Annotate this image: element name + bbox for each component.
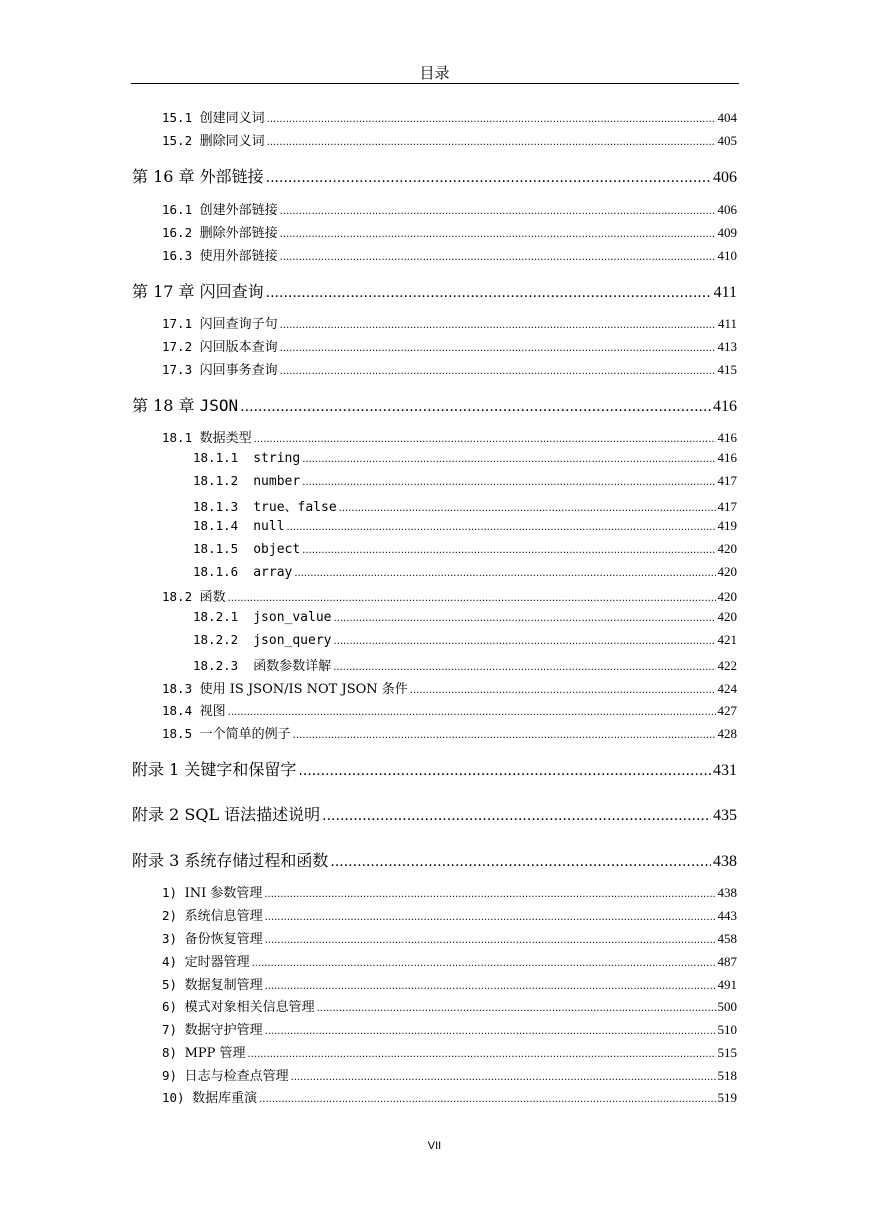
toc-section-entry[interactable] (162, 905, 737, 924)
toc-entry-title: 创建外部链接 (199, 203, 278, 218)
toc-entry-title: json_value (253, 610, 332, 625)
toc-section-entry[interactable] (162, 1042, 737, 1061)
toc-entry-title: 数据守护管理 (184, 1023, 263, 1038)
toc-entry-number: 18.1.1 (193, 450, 254, 465)
toc-chapter-entry[interactable] (132, 848, 737, 871)
toc-entry-page: 416 (717, 450, 737, 465)
toc-entry-title: array (253, 565, 293, 580)
dot-leader (265, 935, 716, 946)
dot-leader (280, 229, 716, 240)
dot-leader (302, 545, 715, 556)
toc-entry-label (162, 996, 315, 1015)
toc-entry-page: 416 (713, 398, 737, 415)
toc-entry-number: 第 18 章 (132, 396, 200, 415)
toc-entry-number: 4) (162, 954, 185, 969)
toc-entry-number: 18.5 (162, 726, 200, 741)
toc-entry-label (162, 928, 263, 947)
dot-leader (265, 1026, 716, 1037)
toc-entry-label (162, 678, 408, 697)
toc-entry-page: 420 (717, 564, 737, 579)
dot-leader (333, 662, 715, 673)
dot-leader (330, 854, 711, 870)
dot-leader (280, 320, 716, 331)
toc-entry-label (193, 518, 285, 534)
dot-leader (410, 685, 716, 696)
toc-entry-page: 518 (717, 1068, 737, 1083)
toc-section-entry[interactable] (193, 655, 737, 674)
toc-entry-number: 16.3 (162, 248, 200, 263)
dot-leader (267, 114, 716, 125)
toc-section-entry[interactable] (162, 928, 737, 947)
toc-section-entry[interactable] (162, 678, 737, 697)
dot-leader (265, 912, 716, 923)
dot-leader (228, 593, 716, 604)
toc-entry-number: 10) (162, 1090, 193, 1105)
dot-leader (267, 137, 716, 148)
dot-leader (266, 170, 711, 186)
toc-entry-page: 409 (717, 225, 737, 240)
dot-leader (334, 636, 716, 647)
toc-chapter-entry[interactable] (132, 164, 737, 187)
toc-entry-label (193, 496, 337, 515)
toc-entry-page: 428 (717, 726, 737, 741)
toc-entry-page: 404 (717, 110, 737, 125)
toc-entry-label (162, 107, 265, 126)
toc-entry-page: 420 (717, 609, 737, 624)
toc-entry-title: string (253, 451, 301, 466)
dot-leader (334, 613, 716, 624)
toc-entry-page: 438 (717, 885, 737, 900)
toc-section-entry[interactable] (193, 564, 737, 580)
toc-entry-title: 删除外部链接 (199, 226, 278, 241)
toc-entry-title: json_query (253, 633, 332, 648)
toc-entry-page: 500 (717, 999, 737, 1014)
toc-section-entry[interactable] (193, 609, 737, 625)
toc-entry-number: 17.3 (162, 362, 200, 377)
toc-entry-number: 7) (162, 1022, 185, 1037)
toc-entry-label (132, 164, 264, 187)
toc-entry-label (193, 632, 332, 648)
toc-entry-number: 3) (162, 931, 185, 946)
toc-section-entry[interactable] (193, 632, 737, 648)
toc-entry-title: 系统存储过程和函数 (184, 851, 329, 870)
toc-entry-page: 405 (717, 133, 737, 148)
dot-leader (294, 568, 715, 579)
toc-entry-title: 使用 IS JSON/IS NOT JSON 条件 (199, 682, 408, 697)
toc-entry-label (162, 905, 263, 924)
toc-entry-number: 9) (162, 1068, 185, 1083)
toc-section-entry[interactable] (162, 974, 737, 993)
toc-entry-label (193, 564, 292, 580)
toc-section-entry[interactable] (193, 473, 737, 489)
toc-section-entry[interactable] (162, 199, 737, 218)
toc-entry-title: 视图 (199, 704, 226, 719)
dot-leader (252, 958, 716, 969)
dot-leader (280, 252, 716, 263)
toc-entry-number: 18.1.5 (193, 541, 254, 556)
toc-entry-page: 443 (717, 908, 737, 923)
toc-chapter-entry[interactable] (132, 757, 737, 780)
toc-section-entry[interactable] (193, 450, 737, 466)
toc-entry-title: 闪回查询子句 (199, 317, 278, 332)
toc-entry-label (193, 609, 332, 625)
toc-entry-label (162, 245, 278, 264)
toc-entry-label (162, 586, 226, 605)
toc-entry-page: 487 (717, 954, 737, 969)
dot-leader (259, 1094, 715, 1105)
toc-entry-page: 411 (717, 316, 737, 331)
toc-entry-page: 422 (717, 658, 737, 673)
toc-entry-number: 5) (162, 977, 185, 992)
toc-entry-label (132, 848, 328, 871)
dot-leader (254, 434, 716, 445)
toc-entry-page: 515 (717, 1045, 737, 1060)
toc-entry-number: 附录 1 (132, 760, 185, 779)
toc-entry-title: 数据库重演 (192, 1091, 258, 1106)
toc-entry-number: 2) (162, 908, 185, 923)
dot-leader (317, 1003, 716, 1014)
toc-entry-label (193, 473, 300, 489)
toc-entry-page: 417 (717, 499, 737, 514)
toc-entry-label (162, 1042, 246, 1061)
toc-entry-title: 闪回版本查询 (199, 340, 278, 355)
toc-section-entry[interactable] (162, 222, 737, 241)
toc-entry-number: 附录 2 (132, 805, 185, 824)
toc-entry-page: 411 (713, 284, 737, 301)
toc-entry-title: 外部链接 (199, 167, 264, 186)
toc-section-entry[interactable] (162, 313, 737, 332)
toc-entry-title: 函数 (199, 590, 226, 605)
dot-leader (339, 503, 716, 514)
toc-entry-label (162, 1087, 257, 1106)
toc-chapter-entry[interactable] (132, 279, 737, 302)
toc-entry-number: 1) (162, 885, 185, 900)
toc-entry-title: 日志与检查点管理 (184, 1069, 289, 1084)
toc-entry-title: 备份恢复管理 (184, 932, 263, 947)
toc-entry-number: 15.2 (162, 133, 200, 148)
toc-entry-number: 附录 3 (132, 851, 185, 870)
toc-section-entry[interactable] (162, 700, 737, 719)
toc-entry-title: 闪回事务查询 (199, 363, 278, 378)
toc-entry-title: 使用外部链接 (199, 249, 278, 264)
toc-entry-page: 420 (717, 589, 737, 604)
toc-entry-number: 18.2.2 (193, 632, 254, 647)
toc-entry-page: 406 (713, 169, 737, 186)
toc-entry-number: 18.4 (162, 703, 200, 718)
toc-entry-title: 函数参数详解 (253, 659, 332, 674)
toc-entry-page: 413 (717, 339, 737, 354)
dot-leader (228, 707, 716, 718)
dot-leader (302, 477, 715, 488)
toc-entry-label (162, 130, 265, 149)
toc-entry-label (162, 313, 278, 332)
toc-entry-page: 416 (717, 430, 737, 445)
toc-entry-number: 18.1.3 (193, 499, 254, 514)
toc-entry-number: 15.1 (162, 110, 200, 125)
toc-entry-label (162, 359, 278, 378)
toc-entry-number: 16.2 (162, 225, 200, 240)
toc-entry-page: 510 (717, 1022, 737, 1037)
toc-entry-page: 438 (713, 853, 737, 870)
toc-entry-label (132, 279, 264, 302)
toc-section-entry[interactable] (162, 1087, 737, 1106)
toc-entry-number: 18.2.1 (193, 609, 254, 624)
dot-leader (280, 206, 716, 217)
toc-section-entry[interactable] (162, 1019, 737, 1038)
toc-section-entry[interactable] (193, 541, 737, 557)
toc-entry-page: 458 (717, 931, 737, 946)
toc-entry-label (162, 199, 278, 218)
toc-section-entry[interactable] (162, 723, 737, 742)
toc-chapter-entry[interactable] (132, 802, 737, 825)
toc-entry-page: 435 (713, 807, 737, 824)
toc-entry-number: 18.2.3 (193, 658, 254, 673)
dot-leader (298, 763, 711, 779)
toc-entry-label (162, 1019, 263, 1038)
toc-section-entry[interactable] (162, 427, 737, 446)
toc-entry-label (132, 802, 320, 825)
toc-entry-title: 系统信息管理 (184, 909, 263, 924)
toc-entry-label (162, 974, 263, 993)
toc-entry-label (193, 541, 300, 557)
toc-entry-title: MPP 管理 (184, 1046, 246, 1061)
toc-entry-title: null (253, 519, 285, 534)
toc-entry-label (162, 1065, 289, 1084)
toc-entry-title: number (253, 474, 301, 489)
toc-entry-number: 18.3 (162, 681, 200, 696)
toc-entry-title: JSON (199, 396, 239, 415)
toc-entry-label (162, 222, 278, 241)
toc-entry-page: 420 (717, 541, 737, 556)
toc-chapter-entry[interactable] (132, 393, 737, 416)
dot-leader (302, 454, 715, 465)
toc-entry-label (162, 700, 226, 719)
toc-entry-page: 415 (717, 362, 737, 377)
toc-entry-label (162, 951, 250, 970)
toc-entry-title: 一个简单的例子 (199, 727, 291, 742)
toc-entry-page: 519 (717, 1090, 737, 1105)
toc-section-entry[interactable] (162, 336, 737, 355)
dot-leader (265, 981, 716, 992)
toc-entry-label (162, 882, 262, 901)
toc-entry-number: 第 17 章 (132, 282, 200, 301)
toc-entry-title: 数据复制管理 (184, 978, 263, 993)
toc-entry-title: object (253, 542, 301, 557)
toc-entry-page: 421 (717, 632, 737, 647)
toc-entry-number: 16.1 (162, 202, 200, 217)
toc-entry-number: 18.1.6 (193, 564, 254, 579)
toc-entry-number: 8) (162, 1045, 185, 1060)
toc-section-entry[interactable] (162, 996, 737, 1015)
dot-leader (291, 1072, 716, 1083)
dot-leader (240, 399, 711, 415)
dot-leader (248, 1049, 716, 1060)
toc-entry-title: 模式对象相关信息管理 (184, 1000, 315, 1015)
dot-leader (280, 366, 716, 377)
toc-entry-label (193, 655, 331, 674)
toc-entry-page: 424 (717, 681, 737, 696)
toc-section-entry[interactable] (162, 245, 737, 264)
toc-entry-page: 406 (717, 202, 737, 217)
page-number: VII (427, 1140, 442, 1152)
toc-entry-label (193, 450, 300, 466)
dot-leader (264, 889, 715, 900)
toc-entry-page: 419 (717, 518, 737, 533)
toc-section-entry[interactable] (162, 951, 737, 970)
toc-section-entry[interactable] (162, 359, 737, 378)
toc-entry-number: 18.1.2 (193, 473, 254, 488)
dot-leader (266, 285, 712, 301)
toc-entry-number: 18.1 (162, 430, 200, 445)
toc-section-entry[interactable] (162, 107, 737, 126)
toc-entry-page: 410 (717, 248, 737, 263)
toc-entry-number: 18.2 (162, 589, 200, 604)
dot-leader (287, 522, 716, 533)
toc-entry-page: 417 (717, 473, 737, 488)
toc-entry-title: 删除同义词 (199, 134, 265, 149)
dot-leader (322, 808, 711, 824)
toc-entry-number: 17.1 (162, 316, 200, 331)
toc-entry-label (162, 336, 278, 355)
toc-entry-title: 定时器管理 (184, 955, 250, 970)
toc-entry-number: 第 16 章 (132, 167, 200, 186)
toc-entry-page: 491 (717, 977, 737, 992)
dot-leader (293, 730, 716, 741)
toc-entry-label (162, 723, 291, 742)
toc-entry-title: SQL 语法描述说明 (184, 805, 321, 824)
toc-section-entry[interactable] (193, 496, 737, 515)
toc-entry-title: 关键字和保留字 (184, 760, 297, 779)
toc-entry-number: 6) (162, 999, 185, 1014)
toc-entry-title: INI 参数管理 (184, 886, 263, 901)
toc-entry-label (132, 757, 296, 780)
toc-entry-title: 数据类型 (199, 431, 252, 446)
toc-entry-title: 闪回查询 (199, 282, 264, 301)
toc-section-entry[interactable] (162, 1065, 737, 1084)
toc-entry-label (162, 427, 252, 446)
toc-section-entry[interactable] (193, 518, 737, 534)
toc-entry-label (132, 393, 238, 416)
toc-entry-title: 创建同义词 (199, 111, 265, 126)
toc-entry-number: 18.1.4 (193, 518, 254, 533)
toc-entry-page: 431 (713, 762, 737, 779)
toc-section-entry[interactable] (162, 586, 737, 605)
page-header-title: 目录 (419, 64, 450, 82)
toc-entry-title: true、false (253, 500, 337, 515)
toc-section-entry[interactable] (162, 882, 737, 901)
toc-entry-number: 17.2 (162, 339, 200, 354)
toc-entry-page: 427 (717, 703, 737, 718)
dot-leader (280, 343, 716, 354)
toc-section-entry[interactable] (162, 130, 737, 149)
